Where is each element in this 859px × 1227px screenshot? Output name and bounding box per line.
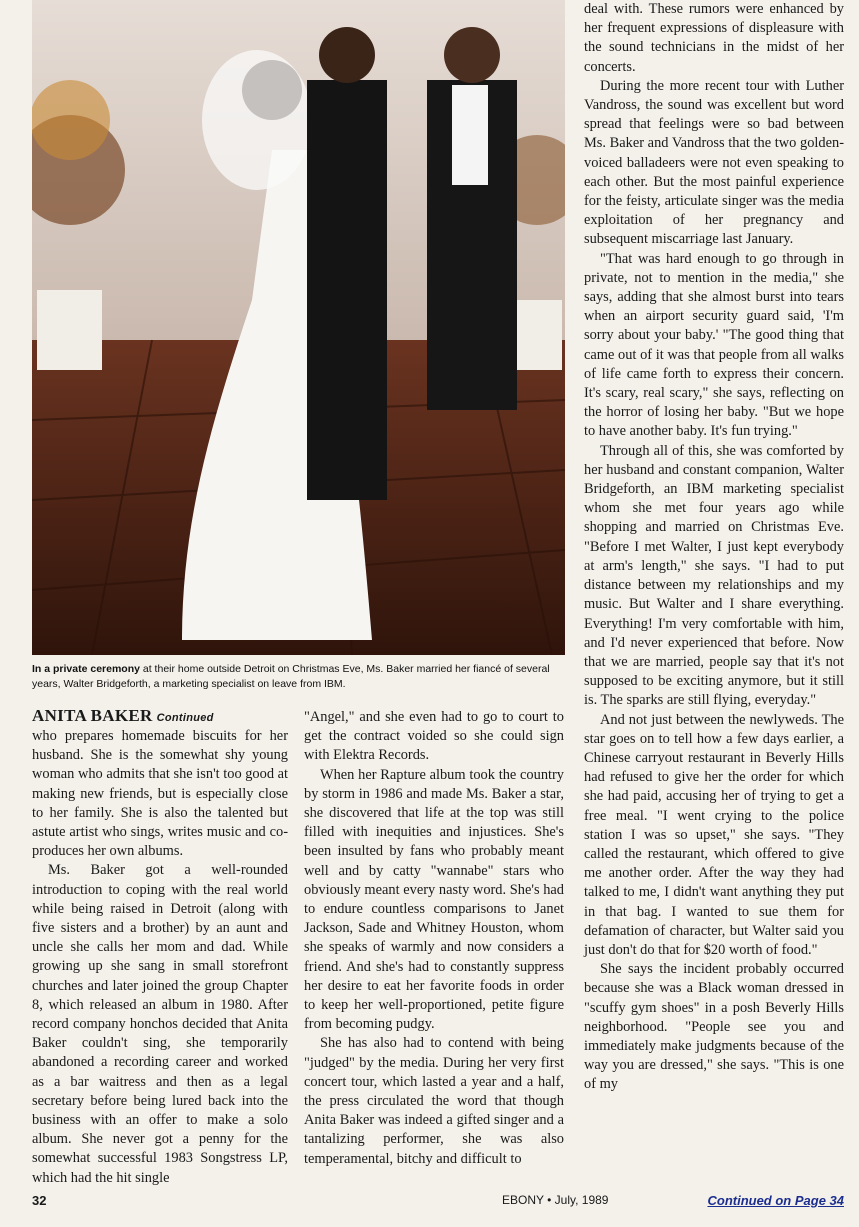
paragraph: Through all of this, she was comforted by her husband and constant companion, Walter Bridgeforth, an IBM marketing specialist whom she met four years ago while shopping and married on Christmas Eve. "Before I met Walter, I just kept everybody at arm's length," she says. "I had to put distance between my relationships and my music. But Walter and I share everything. Everything! I'm very comfortable with him, and I'd never experienced that before. Now that we are married, people say that it's not supposed to be exciting anymore, but it still is. The sparks are still flying, everyday." xyxy=(584,442,844,709)
wedding-photo-illustration xyxy=(32,0,565,655)
paragraph: And not just between the newlyweds. The star goes on to tell how a few days earlier, a Chinese carryout restaurant in Beverly Hills had refused to give her the order for which she had paid, accusing her of trying to get a free meal. "I went crying to the police station I was so upset," she says. "They called the restaurant, which offered to give me another order. After the way they had talked to me, I didn't want anything they put in that bag. I wanted to sue them for defamation of character, but Walter said you just don't do that for $20 worth of food." xyxy=(584,711,844,958)
paragraph: During the more recent tour with Luther Vandross, the sound was excellent but word spread that feelings were so bad between Ms. Baker and Vandross that the two golden-voiced balladeers were not even speaking to each other. But the most painful experience for the feisty, articulate singer was the media exploitation of her pregnancy and subsequent miscarriage last January. xyxy=(584,77,844,248)
kicker-title: ANITA BAKER xyxy=(32,706,153,725)
paragraph: "That was hard enough to go through in private, not to mention in the media," she says, adding that she almost burst into tears when an airport security guard said, 'I'm sorry about your baby.' "The good thing that came out of it was that people from all walks of life came forth to express their concern. It's scary, real scary," she says, reflecting on the horror of losing her baby. "But we hope to have another baby. It's fun trying." xyxy=(584,250,844,440)
paragraph: deal with. These rumors were enhanced by her frequent expressions of displeasure with the sound technicians in the midst of her concerts. xyxy=(584,1,844,75)
paragraph: who prepares homemade biscuits for her husband. She is the somewhat shy young woman who admits that she isn't too good at making new friends, but is especially close to her family. She is also the talented but astute artist who sings, writes music and co-produces her own albums. xyxy=(32,728,289,860)
photo-caption xyxy=(32,662,565,692)
article-column-3 xyxy=(584,0,844,1095)
article-kicker xyxy=(32,706,214,726)
magazine-issue: EBONY • July, 1989 xyxy=(502,1193,609,1207)
page-footer xyxy=(32,1193,844,1211)
caption-lead: In a private ceremony xyxy=(32,663,140,675)
article-column-1 xyxy=(32,727,288,1188)
article-column-2 xyxy=(304,708,564,1169)
paragraph: Ms. Baker got a well-rounded introduction to coping with the real world while being raised in Detroit (along with five sisters and a brother) by an aunt and uncle she calls her mom and dad. While growing up she sang in small storefront churches and later joined the group Chapter 8, which released an album in 1980. After record company honchos decided that Anita Baker couldn't sing, she temporarily abandoned a recording career and worked as a bar waitress and then as a legal secretary before being lured back into the business with an offer to make a solo album. She never got a penny for the somewhat successful 1983 Songstress LP, which had the hit single xyxy=(32,862,288,1186)
paragraph: She has also had to contend with being "judged" by the media. During her very first concert tour, which lasted a year and a half, the press circulated the word that though Anita Baker was indeed a gifted singer and a tantalizing performer, she was also temperamental, bitchy and difficult to xyxy=(304,1035,564,1167)
paragraph: She says the incident probably occurred because she was a Black woman dressed in "scuffy gym shoes" in a posh Beverly Hills neighborhood. "People see you and immediately make judgments because of the way you are dressed," she says. "This is one of my xyxy=(584,961,844,1093)
paragraph: "Angel," and she even had to go to court to get the contract voided so she could sign with Elektra Records. xyxy=(304,709,564,764)
page-number: 32 xyxy=(32,1193,47,1208)
kicker-continued: Continued xyxy=(156,712,214,724)
continued-link[interactable]: Continued on Page 34 xyxy=(707,1193,844,1208)
caption-text: at their home outside Detroit on Christmas Eve, Ms. Baker married her fiancé of several years, Walter Bridgeforth, a marketing specialist on leave from IBM. xyxy=(32,663,550,690)
wedding-photo xyxy=(32,0,565,655)
paragraph: When her Rapture album took the country by storm in 1986 and made Ms. Baker a star, she discovered that life at the top was still filled with inequities and injustices. She's been insulted by fans who probably meant well and by catty "wannabe" stars who obviously meant every nasty word. She's had to endure countless comparisons to Janet Jackson, Sade and Whitney Houston, whom she speaks of warmly and now considers a friend. And she's had to constantly suppress her desire to eat her favorite foods in order to keep her well-proportioned, petite figure from becoming pudgy. xyxy=(304,766,564,1033)
